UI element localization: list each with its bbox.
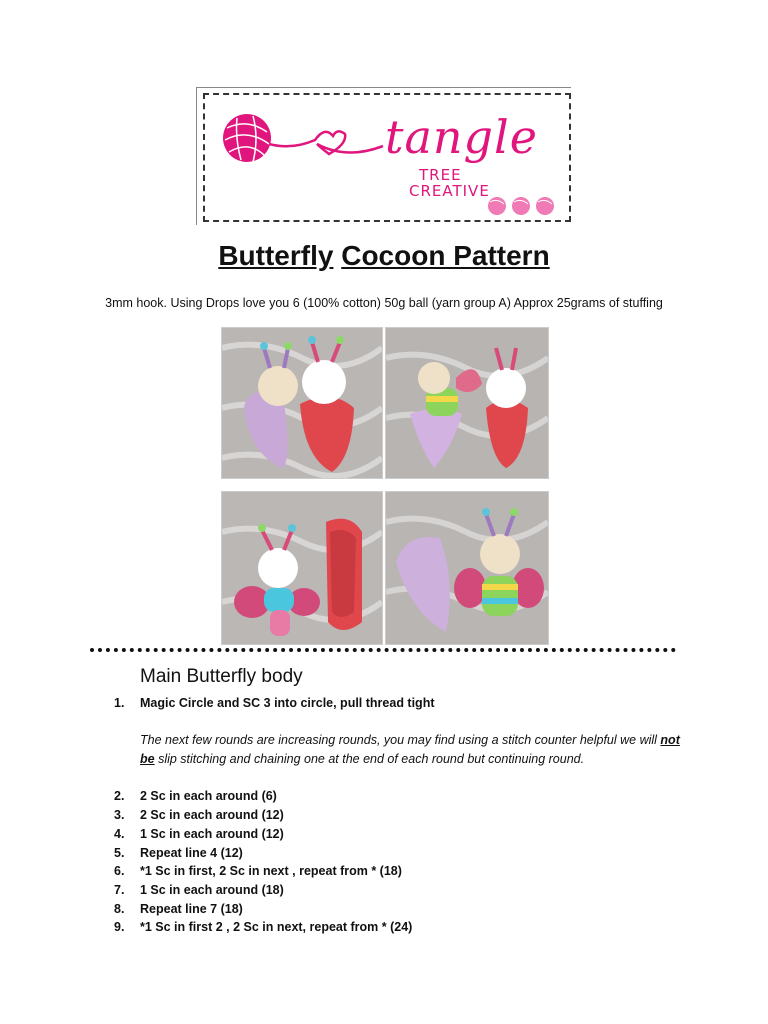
step-number: 8.	[114, 902, 125, 916]
step-1	[114, 696, 435, 710]
logo-wordmark: tangle	[385, 110, 538, 164]
step-text: Repeat line 4 (12)	[140, 846, 243, 860]
section-divider	[90, 648, 676, 652]
note-emphasis: not be	[140, 733, 680, 766]
step-6	[114, 864, 402, 878]
step-number: 1.	[114, 696, 125, 710]
step-number: 2.	[114, 789, 125, 803]
step-text: *1 Sc in first, 2 Sc in next , repeat from * (18)	[140, 864, 402, 878]
step-text: *1 Sc in first 2 , 2 Sc in next, repeat from * (24)	[140, 920, 413, 934]
increase-note	[140, 731, 680, 769]
note-text-after: slip stitching and chaining one at the end of each round but continuing round.	[154, 752, 585, 766]
step-number: 6.	[114, 864, 125, 878]
logo-line-creative: CREATIVE	[409, 182, 490, 200]
step-text: Magic Circle and SC 3 into circle, pull thread tight	[140, 696, 435, 710]
step-number: 9.	[114, 920, 125, 934]
step-number: 4.	[114, 827, 125, 841]
step-2	[114, 789, 277, 803]
step-text: 1 Sc in each around (12)	[140, 827, 284, 841]
logo-line-tree: TREE	[419, 166, 462, 184]
photo-cocoons-1	[221, 327, 383, 479]
step-4	[114, 827, 284, 841]
step-text: Repeat line 7 (18)	[140, 902, 243, 916]
step-text: 2 Sc in each around (12)	[140, 808, 284, 822]
step-number: 7.	[114, 883, 125, 897]
step-5	[114, 846, 243, 860]
step-7	[114, 883, 284, 897]
note-text-before: The next few rounds are increasing rounds, you may find using a stitch counter helpful we will	[140, 733, 661, 747]
step-text: 2 Sc in each around (6)	[140, 789, 277, 803]
step-text: 1 Sc in each around (18)	[140, 883, 284, 897]
photo-butterfly-green	[385, 491, 549, 645]
title-part-2: Cocoon Pattern	[341, 240, 550, 271]
step-9	[114, 920, 412, 934]
title-part-1: Butterfly	[218, 240, 334, 271]
step-number: 5.	[114, 846, 125, 860]
page-title	[0, 240, 768, 272]
step-number: 3.	[114, 808, 125, 822]
step-3	[114, 808, 284, 822]
section-heading: Main Butterfly body	[140, 666, 303, 687]
photo-butterfly-pink	[221, 491, 383, 645]
step-8	[114, 902, 243, 916]
logo	[196, 87, 571, 225]
photo-cocoons-2	[385, 327, 549, 479]
materials-line: 3mm hook. Using Drops love you 6 (100% cotton) 50g ball (yarn group A) Approx 25grams of stuffing	[105, 296, 663, 310]
